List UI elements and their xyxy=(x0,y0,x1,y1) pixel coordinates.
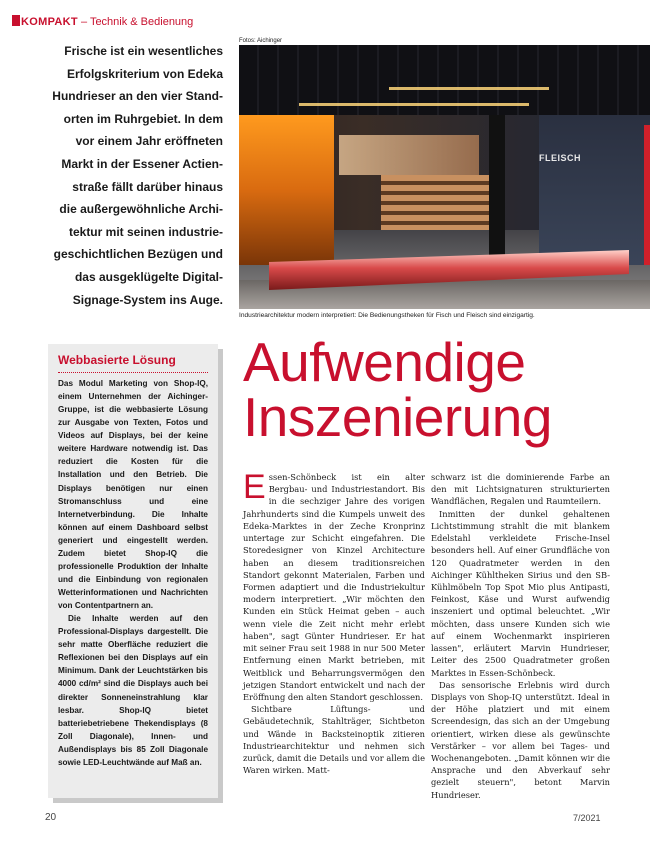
pillar xyxy=(489,115,505,255)
ceiling-light xyxy=(389,87,549,90)
intro-line: Signage-System ins Auge. xyxy=(72,292,223,307)
shelves xyxy=(381,175,501,230)
headline-line: Inszenierung xyxy=(243,386,552,448)
intro-line: Erfolgskriterium von Edeka xyxy=(66,66,223,81)
intro-line: tektur mit seinen industrie- xyxy=(68,224,223,239)
red-light-strip xyxy=(644,125,650,265)
page-number: 20 xyxy=(45,812,57,823)
drop-cap: E xyxy=(243,468,266,506)
article-headline xyxy=(243,331,643,448)
info-box-paragraph: Die Inhalte werden auf den Professional-Displays dargestellt. Die sehr matte Oberfläche reduziert die Reflexionen bei den Displays auf ein Minimum. Dank der Leuchtstärken bis 4000 cd/m² sind die Displays auch bei direkter Sonneneinstrahlung klar lesbar. Shop-IQ bietet batteriebetriebene Thekendisplays (8 Zoll Diagonale), Innen- und Außendisplays bis 85 Zoll Diagonale sowie LED-Leuchtwände auf Maß an. xyxy=(58,614,208,767)
intro-line: vor einem Jahr eröffneten xyxy=(75,134,223,149)
article-paragraph xyxy=(243,468,425,703)
right-wall xyxy=(539,115,650,265)
photo-caption: Industriearchitektur modern interpretiert: Die Bedienungstheken für Fisch und Fleisch sind einzigartig. xyxy=(239,312,535,319)
intro-teaser xyxy=(40,40,223,311)
intro-line: das ausgeklügelte Digital- xyxy=(74,269,223,284)
fleisch-sign: FLEISCH xyxy=(539,153,582,163)
section-marker xyxy=(12,15,20,26)
intro-line: Frische ist ein wesentliches xyxy=(64,44,223,58)
issue-label: 7/2021 xyxy=(573,813,601,823)
lit-fridge xyxy=(239,115,334,265)
article-column-1 xyxy=(243,468,425,776)
section-header xyxy=(12,15,193,29)
intro-line: straße fällt darüber hinaus xyxy=(72,179,223,194)
wall-light xyxy=(339,135,479,175)
store-interior-photo xyxy=(239,45,650,309)
headline-line: Aufwendige xyxy=(243,331,526,393)
info-box-body xyxy=(58,377,208,769)
section-name: KOMPAKT xyxy=(21,16,78,28)
header-separator: – xyxy=(80,16,88,28)
intro-line: orten im Ruhrgebiet. In dem xyxy=(63,111,223,126)
intro-line: Hundrieser an den vier Stand- xyxy=(52,89,223,104)
ceiling-light xyxy=(299,103,529,106)
photo-credit: Fotos: Aichinger xyxy=(239,38,283,44)
intro-line: Markt in der Essener Actien- xyxy=(61,156,223,171)
info-box-title: Webbasierte Lösung xyxy=(58,353,176,367)
intro-line: die außergewöhnliche Archi- xyxy=(59,202,223,217)
article-paragraph: Sichtbare Lüftungs- und Gebäudetechnik, Stahlträger, Sichtbeton und Wände in Backsteinoptik zitieren Industriearchitektur und nehmen sich zurück, damit die Details und vor allem die Waren wirken. Matt- xyxy=(243,704,425,776)
info-box-paragraph: Das Modul Marketing von Shop-IQ, einem Unternehmen der Aichinger-Gruppe, ist die webbasierte Lösung zur Ausgabe von Texten, Fotos und Videos auf Displays, bei der keine weitere Hardware notwendig ist. Das reduziert die Kosten für die Installation und den Betrieb. Die Displays benötigen nur einen Stromanschluss und eine Internetverbindung. Die Inhalte können auf einem Dashboard selbst generiert und eingestellt werden. Zudem bietet Shop-IQ die professionelle Produktion der Inhalte und die Einbindung von regionalen Wetterinformationen und Nachrichten von Contentpartnern an. xyxy=(58,379,208,611)
article-column-2 xyxy=(431,471,610,801)
paragraph-text: ssen-Schönbeck ist ein alter Bergbau- und Industriestandort. Bis in die sechziger Jahre des vorigen Jahrhunderts sind die Kumpels unweit des Edeka-Marktes in der Zeche Kronprinz untertage zur Schicht eingefahren. Die Storedesigner von Kinzel Architecture haben an diesem traditionsreichen Standort gekonnt Materialen, Farben und Formen adaptiert und die Industriekultur modern interpretiert. „Wir möchten den Kunden ein Stück Heimat geben – auch wenn viele die Zeit nicht mehr erlebt haben", sagt Günter Hundrieser. Er hat mit seiner Frau seit 1988 in nur 500 Meter Entfernung einen Markt betrieben, mit Weitblick und Beharrungsvermögen den jetzigen Standort entwickelt und nach der Eröffnung den alten Standort geschlossen. xyxy=(243,472,425,702)
article-paragraph: Inmitten der dunkel gehaltenen Lichtstimmung strahlt die mit blankem Edelstahl verkleidete Frische-Insel besonders hell. Auf einer Grundfläche von 120 Quadratmeter werden in den Aichinger Kühltheken Sirius und den SB-Kühlmöbeln Top Spot Mio plus Antipasti, Feinkost, Käse und Wurst aufwendig inszeniert und optimal beleuchtet. „Wir möchten, dass unsere Kunden sich wie auf einem Wochenmarkt inspirieren lassen", erläutert Marvin Hundrieser, Leiter des 2500 Quadratmeter großen Marktes in Essen-Schönbeck. xyxy=(431,508,610,678)
article-paragraph: schwarz ist die dominierende Farbe an den mit Lichtsignaturen strukturierten Wandflächen, Regalen und Raumteilern. xyxy=(431,472,610,507)
article-paragraph: Das sensorische Erlebnis wird durch Displays von Shop-IQ unterstützt. Ideal in der Höhe platziert und mit einem Screendesign, das sich an der Umgebung orientiert, wirken diese als gewünschte Verstärker – vor allem bei Tages- und Wochenangeboten. „Damit können wir die Ansprache und den Abverkauf sehr gezielt steuern", betont Marvin Hundrieser. xyxy=(431,679,610,800)
info-box-divider xyxy=(58,372,208,373)
intro-line: geschichtlichen Bezügen und xyxy=(53,247,223,262)
subsection-name: Technik & Bedienung xyxy=(89,16,194,28)
info-box xyxy=(48,344,218,798)
